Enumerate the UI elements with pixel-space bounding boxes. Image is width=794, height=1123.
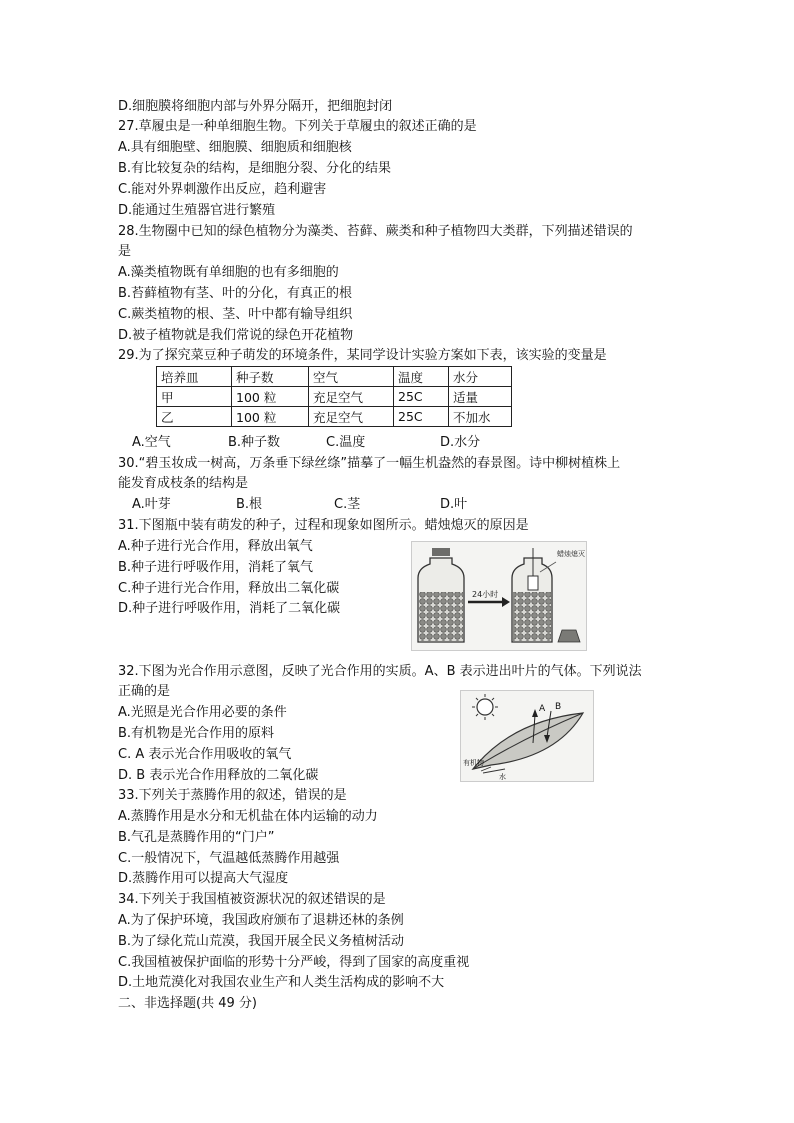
seed-jar-figure — [411, 541, 587, 651]
q27-option-c: C.能对外界刺激作出反应，趋利避害 — [118, 182, 327, 197]
candle-icon — [528, 576, 538, 590]
q27-option-a: A.具有细胞壁、细胞膜、细胞质和细胞核 — [118, 140, 352, 155]
label-organic: 有机物 — [463, 759, 484, 767]
q30-options — [0, 496, 794, 514]
table-header-cell: 空气 — [309, 367, 394, 387]
table-cell: 25C — [394, 407, 449, 427]
q28-option-d: D.被子植物就是我们常说的绿色开花植物 — [118, 328, 354, 343]
q28-option-c: C.蕨类植物的根、茎、叶中都有输导组织 — [118, 307, 353, 322]
q32-option-d: D. B 表示光合作用释放的二氧化碳 — [118, 768, 319, 783]
table-cell: 乙 — [157, 407, 232, 427]
q28-stem-cont: 是 — [118, 244, 132, 259]
leaf-shape — [473, 713, 583, 769]
table-cell: 25C — [394, 387, 449, 407]
table-header-cell: 水分 — [449, 367, 512, 387]
label-water: 水 — [499, 773, 506, 781]
q28-option-b: B.苔藓植物有茎、叶的分化，有真正的根 — [118, 286, 353, 301]
q29-option-b: B.种子数 — [228, 435, 281, 450]
q31-stem: 31.下图瓶中装有萌发的种子，过程和现象如图所示。蜡烛熄灭的原因是 — [118, 518, 529, 533]
sun-icon — [477, 699, 493, 715]
table-row — [157, 387, 512, 407]
table-header-cell: 培养皿 — [157, 367, 232, 387]
table-row — [157, 407, 512, 427]
table-cell: 充足空气 — [309, 387, 394, 407]
photosynthesis-figure — [460, 690, 594, 782]
q27-stem: 27.草履虫是一种单细胞生物。下列关于草履虫的叙述正确的是 — [118, 119, 477, 134]
q32-option-b: B.有机物是光合作用的原料 — [118, 726, 275, 741]
q29-option-c: C.温度 — [326, 435, 366, 450]
arrow-label: 24小时 — [472, 590, 499, 599]
table-cell: 甲 — [157, 387, 232, 407]
q30-option-b: B.根 — [236, 497, 263, 512]
arrow-head-icon — [502, 597, 510, 607]
table-header-cell: 种子数 — [232, 367, 309, 387]
experiment-table — [156, 366, 512, 427]
q29-stem: 29.为了探究菜豆种子萌发的环境条件，某同学设计实验方案如下表，该实验的变量是 — [118, 348, 607, 363]
q28-stem: 28.生物圈中已知的绿色植物分为藻类、苔藓、蕨类和种子植物四大类群，下列描述错误的 — [118, 224, 633, 239]
q33-stem: 33.下列关于蒸腾作用的叙述，错误的是 — [118, 788, 347, 803]
q32-option-a: A.光照是光合作用必要的条件 — [118, 705, 287, 720]
table-cell: 100 粒 — [232, 387, 309, 407]
left-jar-seeds — [419, 592, 463, 641]
photosynthesis-drawing — [461, 691, 593, 781]
label-a: A — [539, 704, 546, 714]
table-header-cell: 温度 — [394, 367, 449, 387]
q30-option-c: C.茎 — [334, 497, 361, 512]
q34-option-a: A.为了保护环境，我国政府颁布了退耕还林的条例 — [118, 913, 404, 928]
q30-option-d: D.叶 — [440, 497, 468, 512]
organic-leader — [481, 767, 491, 771]
q28-option-a: A.藻类植物既有单细胞的也有多细胞的 — [118, 265, 339, 280]
q31-option-c: C.种子进行光合作用，释放出二氧化碳 — [118, 581, 340, 596]
q34-option-c: C.我国植被保护面临的形势十分严峻，得到了国家的高度重视 — [118, 955, 470, 970]
q30-option-a: A.叶芽 — [132, 497, 171, 512]
label-b: B — [555, 702, 562, 712]
table-cell: 100 粒 — [232, 407, 309, 427]
table-header-row — [157, 367, 512, 387]
section-2-heading: 二、非选择题(共 49 分) — [118, 996, 257, 1011]
q30-stem-cont: 能发育成枝条的结构是 — [118, 476, 249, 491]
q33-option-a: A.蒸腾作用是水分和无机盐在体内运输的动力 — [118, 809, 378, 824]
q34-option-d: D.土地荒漠化对我国农业生产和人类生活构成的影响不大 — [118, 975, 445, 990]
q31-option-a: A.种子进行光合作用，释放出氧气 — [118, 539, 313, 554]
q33-option-d: D.蒸腾作用可以提高大气湿度 — [118, 871, 289, 886]
seed-jar-drawing — [412, 542, 586, 650]
q31-option-d: D.种子进行呼吸作用，消耗了二氧化碳 — [118, 601, 341, 616]
removed-stopper — [558, 630, 580, 642]
q29-option-d: D.水分 — [440, 435, 481, 450]
jar-stopper — [432, 548, 450, 556]
table-cell: 不加水 — [449, 407, 512, 427]
q29-option-a: A.空气 — [132, 435, 171, 450]
table-cell: 适量 — [449, 387, 512, 407]
right-jar-seeds — [513, 592, 551, 641]
table-cell: 充足空气 — [309, 407, 394, 427]
q34-stem: 34.下列关于我国植被资源状况的叙述错误的是 — [118, 892, 386, 907]
q27-option-d: D.能通过生殖器官进行繁殖 — [118, 203, 276, 218]
q34-option-b: B.为了绿化荒山荒漠，我国开展全民义务植树活动 — [118, 934, 405, 949]
q33-option-c: C.一般情况下，气温越低蒸腾作用越强 — [118, 851, 340, 866]
gas-a-arrow-head-icon — [532, 709, 538, 717]
q27-option-b: B.有比较复杂的结构，是细胞分裂、分化的结果 — [118, 161, 392, 176]
q26-option-d: D.细胞膜将细胞内部与外界分隔开，把细胞封闭 — [118, 99, 393, 114]
q29-options — [0, 434, 794, 452]
q30-stem: 30.“碧玉妆成一树高，万条垂下绿丝绦”描摹了一幅生机盎然的春景图。诗中柳树植株上 — [118, 456, 621, 471]
q33-option-b: B.气孔是蒸腾作用的“门户” — [118, 830, 275, 845]
q32-option-c: C. A 表示光合作用吸收的氧气 — [118, 747, 292, 762]
candle-label: 蜡烛熄灭 — [557, 550, 585, 558]
q32-stem-cont: 正确的是 — [118, 684, 171, 699]
q32-stem: 32.下图为光合作用示意图，反映了光合作用的实质。A、B 表示进出叶片的气体。下列说法 — [118, 664, 642, 679]
q31-option-b: B.种子进行呼吸作用，消耗了氧气 — [118, 560, 314, 575]
